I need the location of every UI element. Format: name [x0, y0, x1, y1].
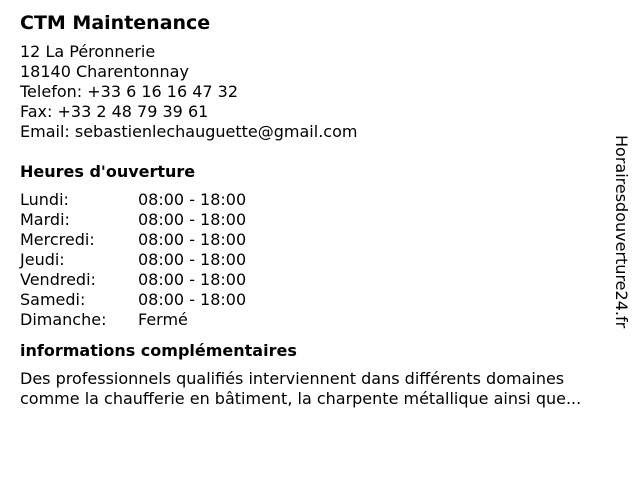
day-hours: 08:00 - 18:00: [138, 290, 247, 309]
day-hours: 08:00 - 18:00: [138, 190, 247, 209]
day-label: Vendredi:: [20, 270, 96, 289]
hours-row-saturday: [20, 290, 620, 310]
business-card: [20, 10, 620, 409]
info-text-line: Des professionnels qualifiés interviennent dans différents domaines: [20, 369, 565, 388]
additional-info-section: [20, 341, 620, 409]
day-label: Lundi:: [20, 190, 69, 209]
site-watermark: Horairesdouverture24.fr: [612, 135, 631, 329]
additional-info-heading: informations complémentaires: [20, 341, 297, 360]
phone-number: Telefon: +33 6 16 16 47 32: [20, 82, 239, 101]
hours-row-monday: [20, 190, 620, 210]
info-text-line: comme la chaufferie en bâtiment, la charpente métallique ainsi que...: [20, 389, 582, 408]
day-hours: Fermé: [138, 310, 188, 329]
day-label: Mercredi:: [20, 230, 95, 249]
hours-row-sunday: [20, 310, 620, 330]
day-label: Mardi:: [20, 210, 70, 229]
additional-info-text: [20, 369, 640, 409]
email-address: Email: sebastienlechauguette@gmail.com: [20, 122, 358, 141]
opening-hours-heading: Heures d'ouverture: [20, 162, 196, 181]
hours-row-tuesday: [20, 210, 620, 230]
day-label: Jeudi:: [20, 250, 65, 269]
hours-row-thursday: [20, 250, 620, 270]
day-hours: 08:00 - 18:00: [138, 270, 247, 289]
hours-row-friday: [20, 270, 620, 290]
address-city: 18140 Charentonnay: [20, 62, 189, 81]
opening-hours-table: [20, 190, 620, 330]
business-name: CTM Maintenance: [20, 12, 211, 34]
day-label: Dimanche:: [20, 310, 107, 329]
fax-number: Fax: +33 2 48 79 39 61: [20, 102, 209, 121]
day-label: Samedi:: [20, 290, 86, 309]
day-hours: 08:00 - 18:00: [138, 230, 247, 249]
day-hours: 08:00 - 18:00: [138, 210, 247, 229]
address-street: 12 La Péronnerie: [20, 42, 156, 61]
hours-row-wednesday: [20, 230, 620, 250]
day-hours: 08:00 - 18:00: [138, 250, 247, 269]
